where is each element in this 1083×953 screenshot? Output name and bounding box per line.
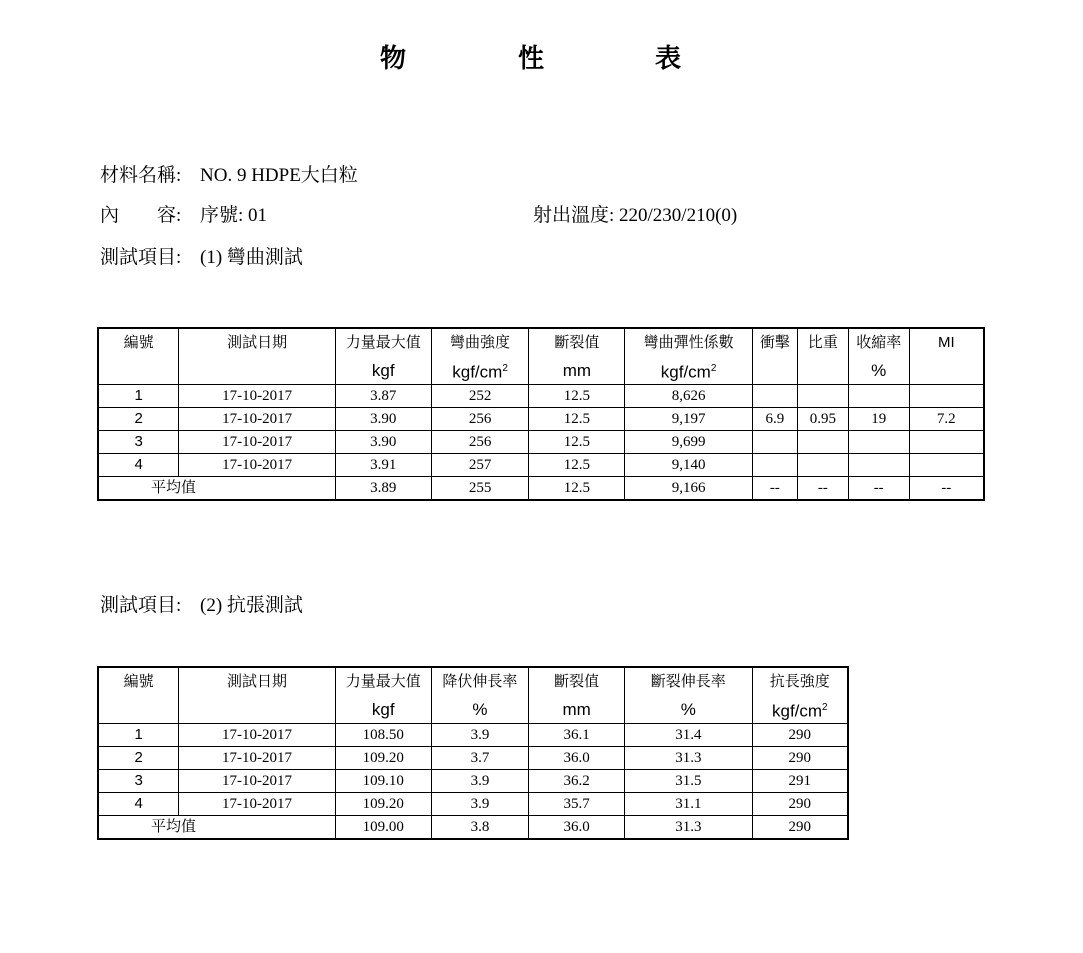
unit-cell: % [625,697,753,724]
cell: 108.50 [335,724,431,747]
unit-cell [909,358,984,385]
material-value: NO. 9 HDPE大白粒 [200,165,358,186]
table-average-row [98,816,848,840]
test1-line [100,242,303,269]
injection-label: 射出溫度: [533,205,615,226]
unit-cell: % [431,697,529,724]
cell: 290 [752,747,848,770]
unit-cell [797,358,848,385]
flexural-table [97,327,985,501]
cell [909,385,984,408]
cell: 17-10-2017 [179,454,336,477]
cell: 290 [752,724,848,747]
cell: 31.5 [625,770,753,793]
cell: 12.5 [529,477,625,501]
cell [797,431,848,454]
cell: 31.4 [625,724,753,747]
table-row [98,793,848,816]
cell: 3.9 [431,770,529,793]
unit-cell [752,358,797,385]
test2-label: 測試項目: [100,595,182,616]
injection-temp [533,200,737,227]
col-header: 測試日期 [179,328,336,358]
average-label: 平均值 [98,816,335,840]
table-header-row [98,328,984,358]
unit-cell: kgf [335,358,431,385]
cell: 12.5 [529,454,625,477]
unit-text: kgf/cm [771,701,823,721]
table-header-row [98,667,848,697]
unit-cell: kgf [335,697,431,724]
cell: 9,140 [625,454,753,477]
cell: 12.5 [529,408,625,431]
unit-cell [179,697,336,724]
table-row [98,431,984,454]
cell: 17-10-2017 [179,408,336,431]
col-header: 編號 [98,667,179,697]
col-header: 斷裂伸長率 [625,667,753,697]
cell: 3.90 [335,431,431,454]
table-row [98,385,984,408]
cell: 12.5 [529,431,625,454]
cell: 3.87 [335,385,431,408]
unit-cell [179,358,336,385]
cell: 36.2 [529,770,625,793]
table-row [98,770,848,793]
test1-label: 測試項目: [100,247,182,268]
cell: 17-10-2017 [179,385,336,408]
tensile-table [97,666,849,840]
cell: 1 [98,385,179,408]
cell: 2 [98,747,179,770]
cell: 31.3 [625,747,753,770]
cell: 36.0 [529,816,625,840]
col-header: 力量最大值 [335,328,431,358]
cell: 290 [752,793,848,816]
table-unit-row [98,697,848,724]
col-header: 力量最大值 [335,667,431,697]
col-header: 彎曲強度 [431,328,529,358]
col-header: MI [909,328,984,358]
table-row [98,724,848,747]
test2-value: (2) 抗張測試 [200,595,303,616]
cell: 17-10-2017 [179,747,336,770]
cell: 17-10-2017 [179,431,336,454]
cell: 9,699 [625,431,753,454]
material-line [100,160,358,187]
cell: 12.5 [529,385,625,408]
table-row [98,408,984,431]
cell: 3 [98,431,179,454]
col-header: 衝擊 [752,328,797,358]
col-header: 斷裂值 [529,328,625,358]
cell: 257 [431,454,529,477]
cell: 3.8 [431,816,529,840]
col-header: 彎曲彈性係數 [625,328,753,358]
cell: 4 [98,793,179,816]
average-label: 平均值 [98,477,335,501]
cell [909,454,984,477]
cell [848,431,909,454]
cell: 36.1 [529,724,625,747]
cell: 9,166 [625,477,753,501]
unit-text: kgf/cm [660,362,711,382]
title-char: 物 [380,44,407,74]
col-header: 收縮率 [848,328,909,358]
unit-cell [752,697,848,724]
unit-cell [98,697,179,724]
unit-cell: % [848,358,909,385]
unit-superscript: 2 [822,702,828,714]
cell: -- [752,477,797,501]
unit-text: kgf/cm [452,362,503,382]
cell: 109.10 [335,770,431,793]
cell: -- [909,477,984,501]
cell: 1 [98,724,179,747]
cell: 109.20 [335,793,431,816]
cell: 3.91 [335,454,431,477]
cell [752,454,797,477]
cell: 109.00 [335,816,431,840]
col-header: 比重 [797,328,848,358]
col-header: 測試日期 [179,667,336,697]
cell: 0.95 [797,408,848,431]
cell: 17-10-2017 [179,724,336,747]
table-row [98,747,848,770]
cell [848,385,909,408]
cell: 31.1 [625,793,753,816]
table-average-row [98,477,984,501]
cell: 3 [98,770,179,793]
cell: 17-10-2017 [179,793,336,816]
cell: 256 [431,408,529,431]
cell: 4 [98,454,179,477]
cell: 3.7 [431,747,529,770]
cell: -- [797,477,848,501]
col-header: 斷裂值 [529,667,625,697]
cell: 255 [431,477,529,501]
cell [752,385,797,408]
cell [797,385,848,408]
unit-cell: mm [529,697,625,724]
test1-value: (1) 彎曲測試 [200,247,303,268]
unit-cell [98,358,179,385]
injection-value: 220/230/210(0) [619,205,738,226]
cell: 8,626 [625,385,753,408]
cell: 7.2 [909,408,984,431]
cell [797,454,848,477]
cell: 256 [431,431,529,454]
cell: 109.20 [335,747,431,770]
cell: 31.3 [625,816,753,840]
content-value: 序號: 01 [200,205,268,226]
title-char: 性 [518,44,545,74]
cell: 3.89 [335,477,431,501]
table-unit-row [98,358,984,385]
cell: 17-10-2017 [179,770,336,793]
unit-cell [625,358,753,385]
cell: 35.7 [529,793,625,816]
cell: 252 [431,385,529,408]
cell: 3.9 [431,724,529,747]
cell: 19 [848,408,909,431]
col-header: 抗長強度 [752,667,848,697]
cell [848,454,909,477]
cell: 3.9 [431,793,529,816]
cell: 290 [752,816,848,840]
cell: 2 [98,408,179,431]
cell: -- [848,477,909,501]
unit-superscript: 2 [710,363,717,375]
col-header: 編號 [98,328,179,358]
cell: 9,197 [625,408,753,431]
unit-cell: mm [529,358,625,385]
cell: 36.0 [529,747,625,770]
content-line [100,200,268,227]
cell: 3.90 [335,408,431,431]
title-char: 表 [655,44,682,74]
page-title [0,38,1083,78]
cell: 291 [752,770,848,793]
cell [752,431,797,454]
cell: 6.9 [752,408,797,431]
material-label: 材料名稱: [100,165,182,186]
table-row [98,454,984,477]
cell [909,431,984,454]
unit-superscript: 2 [502,363,508,375]
content-label: 內 容: [100,205,182,226]
unit-cell [431,358,529,385]
col-header: 降伏伸長率 [431,667,529,697]
test2-line [100,590,303,617]
